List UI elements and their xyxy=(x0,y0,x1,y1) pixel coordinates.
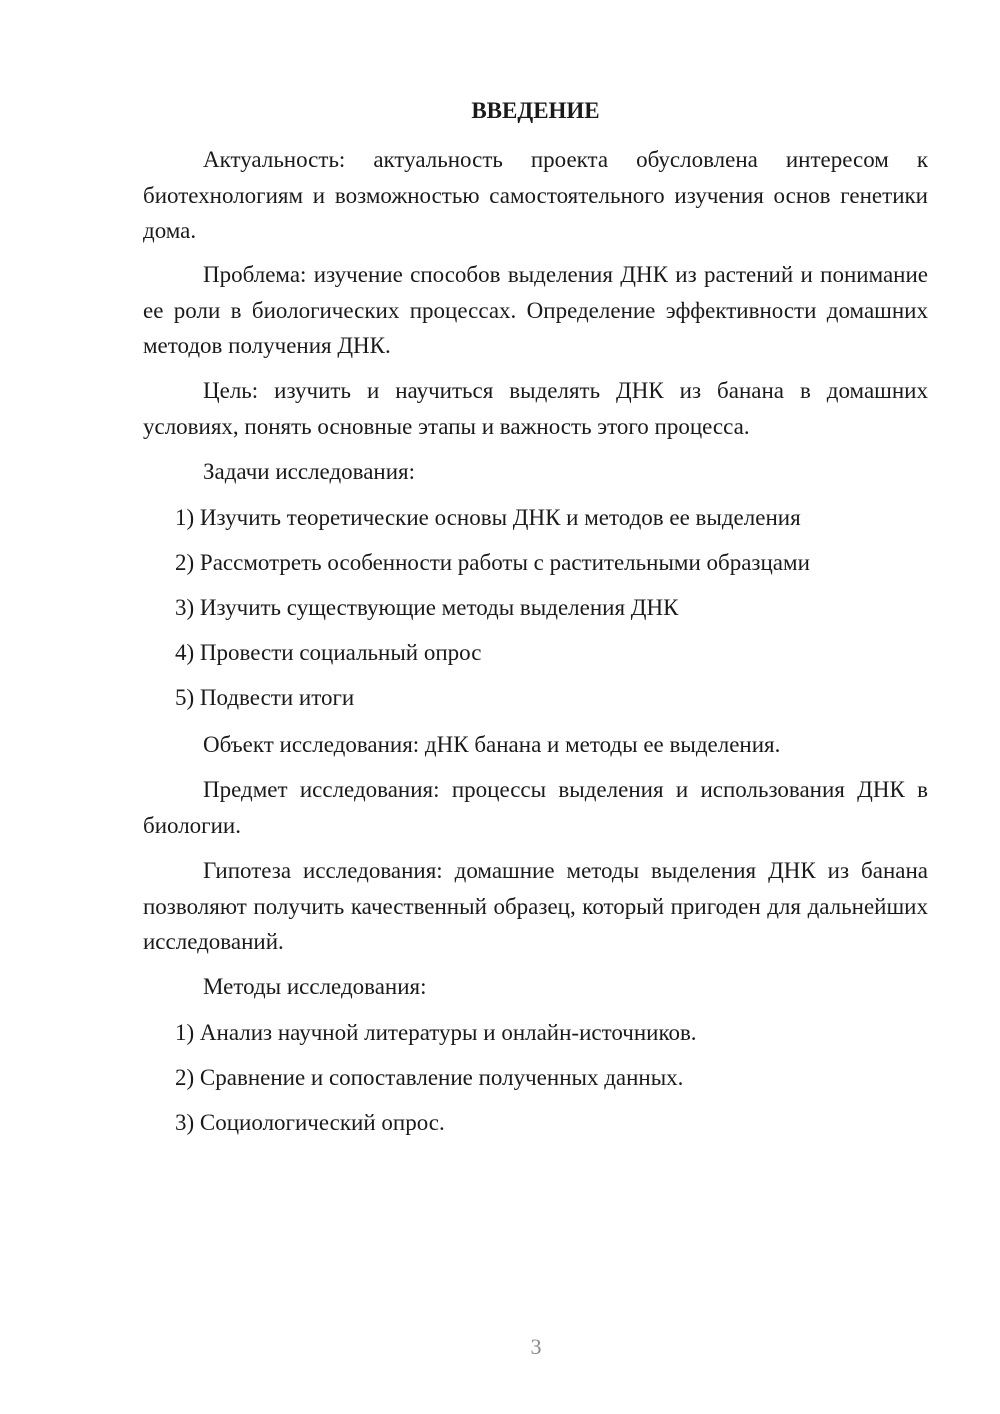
task-item-4: 4) Провести социальный опрос xyxy=(175,640,482,665)
problem-paragraph: Проблема: изучение способов выделения ДНК из растений и понимание ее роли в биологических процессах. Определение эффективности домашних методов получения ДНК. xyxy=(143,262,928,358)
object-paragraph: Объект исследования: дНК банана и методы ее выделения. xyxy=(203,732,781,757)
subject-paragraph: Предмет исследования: процессы выделения и использования ДНК в биологии. xyxy=(143,777,928,838)
hypothesis-paragraph: Гипотеза исследования: домашние методы выделения ДНК из банана позволяют получить качественный образец, который пригоден для дальнейших исследований. xyxy=(143,858,928,954)
tasks-heading: Задачи исследования: xyxy=(203,459,416,484)
task-item-1: 1) Изучить теоретические основы ДНК и методов ее выделения xyxy=(175,505,801,530)
task-item-2: 2) Рассмотреть особенности работы с растительными образцами xyxy=(175,550,810,575)
goal-paragraph: Цель: изучить и научиться выделять ДНК из банана в домашних условиях, понять основные этапы и важность этого процесса. xyxy=(143,378,928,439)
page-number: 3 xyxy=(530,1334,542,1359)
section-title: ВВЕДЕНИЕ xyxy=(471,98,600,123)
method-item-2: 2) Сравнение и сопоставление полученных данных. xyxy=(175,1065,684,1090)
task-item-5: 5) Подвести итоги xyxy=(175,685,355,710)
method-item-1: 1) Анализ научной литературы и онлайн-источников. xyxy=(175,1020,697,1045)
method-item-3: 3) Социологический опрос. xyxy=(175,1110,445,1135)
relevance-paragraph: Актуальность: актуальность проекта обусловлена интересом к биотехнологиям и возможностью самостоятельного изучения основ генетики дома. xyxy=(143,147,928,243)
methods-heading: Методы исследования: xyxy=(203,974,427,999)
task-item-3: 3) Изучить существующие методы выделения ДНК xyxy=(175,595,679,620)
